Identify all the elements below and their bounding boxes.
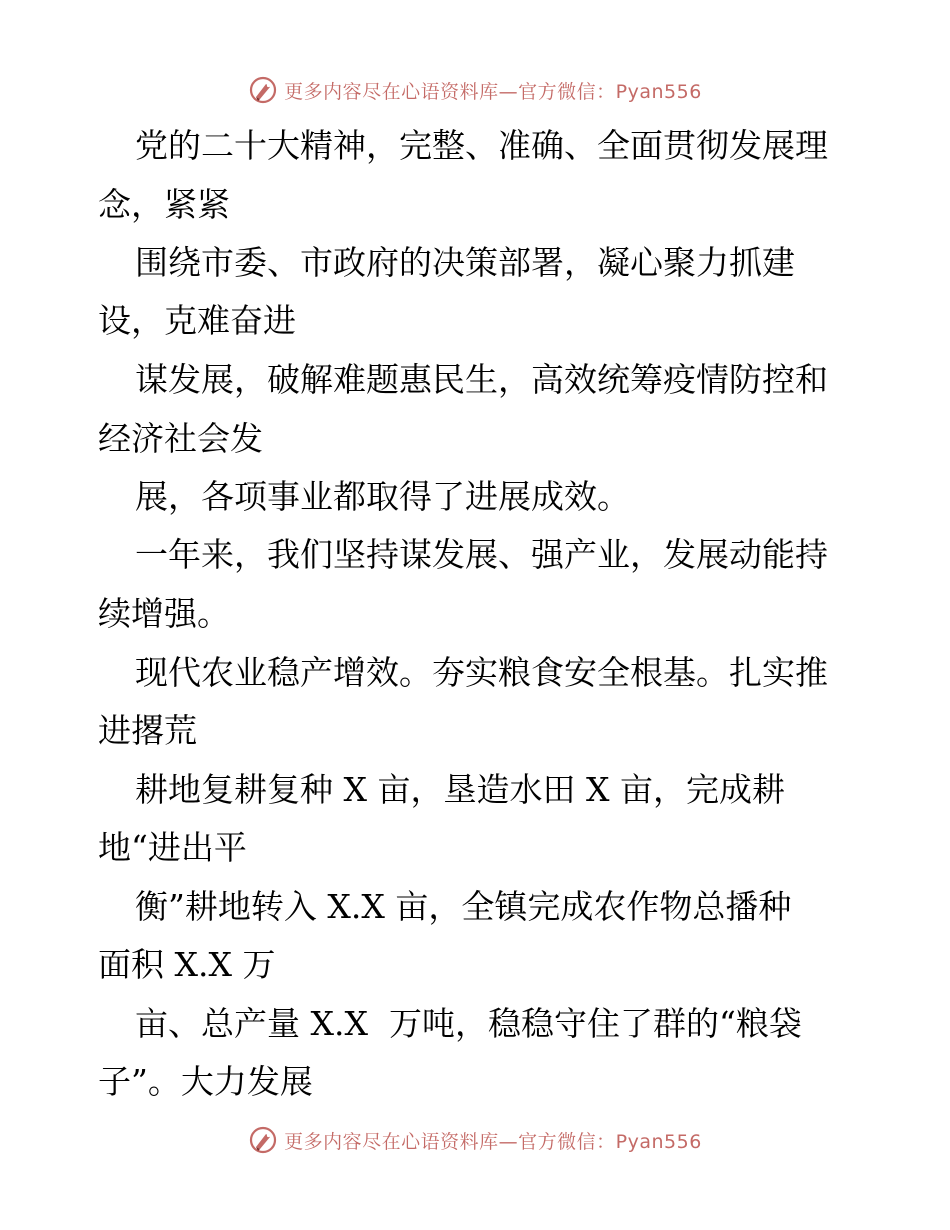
text-line: 子”。大力发展 — [98, 1062, 313, 1101]
text-line: 展，各项事业都取得了进展成效。 — [135, 477, 630, 516]
text-line: 围绕市委、市政府的决策部署，凝心聚力抓建 — [135, 243, 795, 282]
text-line: 谋发展，破解难题惠民生，高效统筹疫情防控和 — [135, 360, 828, 399]
text-line: 耕地复耕复种 X 亩，垦造水田 X 亩，完成耕 — [135, 770, 785, 809]
text-line: 经济社会发 — [98, 419, 263, 458]
text-line: 念，紧紧 — [98, 185, 230, 224]
text-line: 设，克难奋进 — [98, 301, 296, 340]
text-line: 党的二十大精神，完整、准确、全面贯彻发展理 — [135, 126, 828, 165]
text-line: 衡”耕地转入 X.X 亩，全镇完成农作物总播种 — [135, 887, 792, 926]
text-line: 亩、总产量 X.X 万吨，稳稳守住了群的“粮袋 — [135, 1004, 802, 1043]
text-line: 地“进出平 — [98, 828, 247, 867]
text-line: 续增强。 — [98, 594, 230, 633]
text-line: 一年来，我们坚持谋发展、强产业，发展动能持 — [135, 535, 828, 574]
text-line: 面积 X.X 万 — [98, 945, 276, 984]
text-line: 现代农业稳产增效。夯实粮食安全根基。扎实推 — [135, 653, 828, 692]
pen-in-circle-logo-icon — [248, 1125, 278, 1155]
footer-watermark — [0, 1120, 950, 1160]
watermark-text: 更多内容尽在心语资料库—官方微信：Pyan556 — [284, 80, 702, 103]
text-line: 进撂荒 — [98, 711, 197, 750]
watermark-text: 更多内容尽在心语资料库—官方微信：Pyan556 — [284, 1130, 702, 1153]
